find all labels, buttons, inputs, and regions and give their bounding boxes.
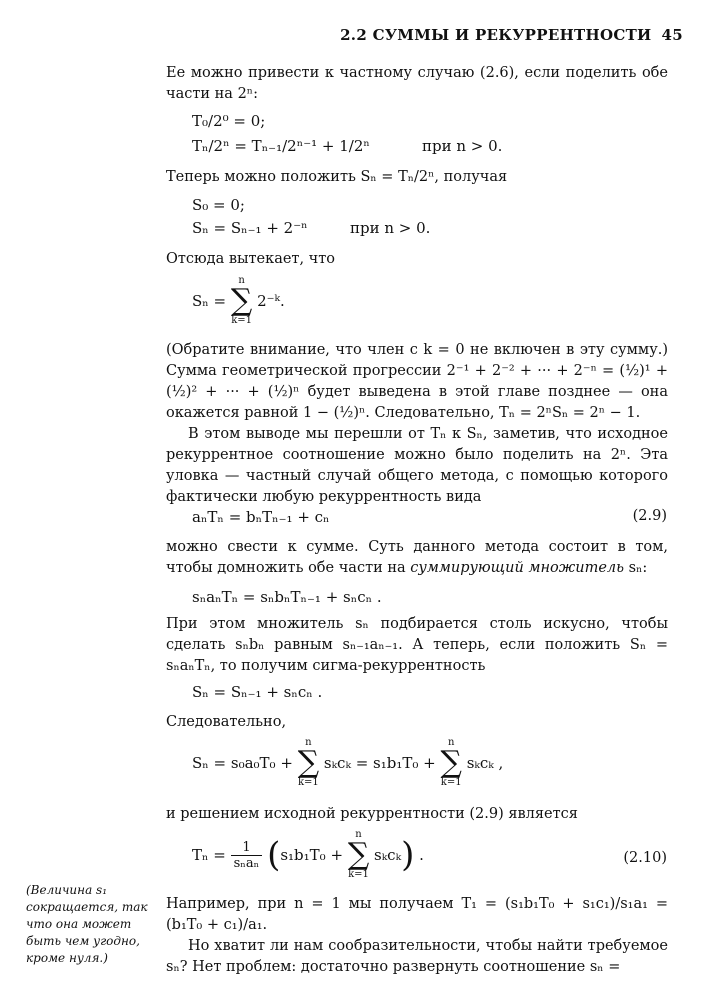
equation-4: aₙTₙ = bₙTₙ₋₁ + cₙ [192, 508, 330, 526]
sum3-upper-limit: n [355, 829, 362, 840]
eq8-inner2: sₖcₖ [374, 846, 402, 864]
fraction-numerator: 1 [231, 840, 263, 856]
sigma-glyph-2: ∑ [440, 745, 462, 780]
equation-number-2-9: (2.9) [632, 508, 667, 524]
equation-1-line-2: Tₙ/2ⁿ = Tₙ₋₁/2ⁿ⁻¹ + 1/2ⁿ [192, 137, 370, 155]
eq8-tail: . [419, 846, 424, 864]
sigma-glyph: ∑ [230, 283, 253, 318]
summation-symbol-2 [441, 738, 462, 788]
equation-6: Sₙ = Sₙ₋₁ + sₙcₙ . [192, 683, 323, 701]
sum3-lower-limit: k=1 [348, 869, 369, 880]
fraction [231, 840, 263, 871]
paragraph-10: Например, при n = 1 мы получаем T₁ = (s₁b₁T₀ + s₁c₁)/s₁a₁ = (b₁T₀ + c₁)/a₁. [166, 896, 668, 933]
sum2-lower-limit: k=1 [440, 777, 462, 788]
eq7-lhs: Sₙ = s₀a₀T₀ + [192, 754, 293, 772]
sum1-lower-limit: k=1 [297, 777, 319, 788]
sum-upper-limit: n [238, 275, 245, 286]
summation-symbol-1 [298, 738, 319, 788]
margin-note: (Величина s₁ сокращается, так что она может быть чем угодно, кроме нуля.) [26, 883, 148, 965]
equation-2-line-1: S₀ = 0; [192, 196, 245, 214]
paragraph-2: Теперь можно положить Sₙ = Tₙ/2ⁿ, получая [166, 169, 508, 185]
paragraph-6 [166, 537, 668, 579]
sigma-glyph-3: ∑ [347, 837, 370, 872]
equation-8 [192, 830, 424, 880]
eq7-rhs: sₖcₖ , [466, 754, 504, 772]
paragraph-6-text-b: sₙ: [624, 560, 648, 576]
eq3-rhs: 2⁻ᵏ. [257, 292, 285, 310]
paragraph-7: При этом множитель sₙ подбирается столь искусно, чтобы сделать sₙbₙ равным sₙ₋₁aₙ₋₁. А теперь, если положить Sₙ = sₙaₙTₙ, то получим сигма-рекуррентность [166, 616, 668, 674]
equation-7 [192, 738, 503, 788]
paragraph-4: (Обратите внимание, что член с k = 0 не включен в эту сумму.) Сумма геометрической прогрессии 2⁻¹ + 2⁻² + ··· + 2⁻ⁿ = (½)¹ + (½)² + ··· + (½)ⁿ будет выведена в этой главе позднее — она окажется равной 1 − (½)ⁿ. Следовательно, Tₙ = 2ⁿSₙ = 2ⁿ − 1. [166, 342, 668, 421]
summation-symbol-3 [348, 830, 369, 880]
paragraph-11: Но хватит ли нам сообразительности, чтобы найти требуемое sₙ? Нет проблем: достаточно развернуть соотношение sₙ = [166, 938, 668, 975]
summation-symbol [231, 276, 252, 326]
sigma-glyph-1: ∑ [297, 745, 320, 780]
equation-2-line-2: Sₙ = Sₙ₋₁ + 2⁻ⁿ [192, 219, 308, 237]
page-number: 45 [661, 26, 683, 44]
right-paren: ) [401, 835, 415, 875]
paragraph-5: В этом выводе мы перешли от Tₙ к Sₙ, заметив, что исходное рекуррентное соотношение можно было поделить на 2ⁿ. Эта уловка — частный случай общего метода, с помощью которого фактически любую рекуррентность вида [166, 426, 668, 505]
eq8-inner: s₁b₁T₀ + [280, 846, 344, 864]
equation-1-line-1: T₀/2⁰ = 0; [192, 112, 266, 130]
sum1-upper-limit: n [305, 737, 312, 748]
paragraph-6-text-a: можно свести к сумме. Суть данного метода состоит в том, чтобы домножить обе части на [166, 539, 668, 576]
equation-3 [192, 276, 285, 326]
equation-number-2-10: (2.10) [623, 850, 667, 866]
paragraph-3: Отсюда вытекает, что [166, 251, 336, 267]
equation-1-condition: при n > 0. [422, 137, 503, 155]
eq8-lhs: Tₙ = [192, 846, 226, 864]
paragraph-8: Следовательно, [166, 714, 287, 730]
fraction-denominator: sₙaₙ [233, 855, 260, 871]
sum-lower-limit: k=1 [231, 315, 252, 326]
header-title: 2.2 СУММЫ И РЕКУРРЕНТНОСТИ [340, 26, 652, 44]
sum2-upper-limit: n [447, 737, 455, 748]
eq7-middle: sₖcₖ = s₁b₁T₀ + [323, 754, 436, 772]
paragraph-9: и решением исходной рекуррентности (2.9) является [166, 806, 578, 822]
eq3-lhs: Sₙ = [192, 292, 227, 310]
equation-5: sₙaₙTₙ = sₙbₙTₙ₋₁ + sₙcₙ . [192, 588, 382, 606]
paragraph-1: Ее можно привести к частному случаю (2.6), если поделить обе части на 2ⁿ: [166, 65, 668, 102]
equation-2-condition: при n > 0. [350, 219, 431, 237]
paragraph-6-emphasis: суммирующий множитель [410, 560, 625, 576]
running-header [340, 26, 683, 44]
left-paren: ( [267, 835, 281, 875]
